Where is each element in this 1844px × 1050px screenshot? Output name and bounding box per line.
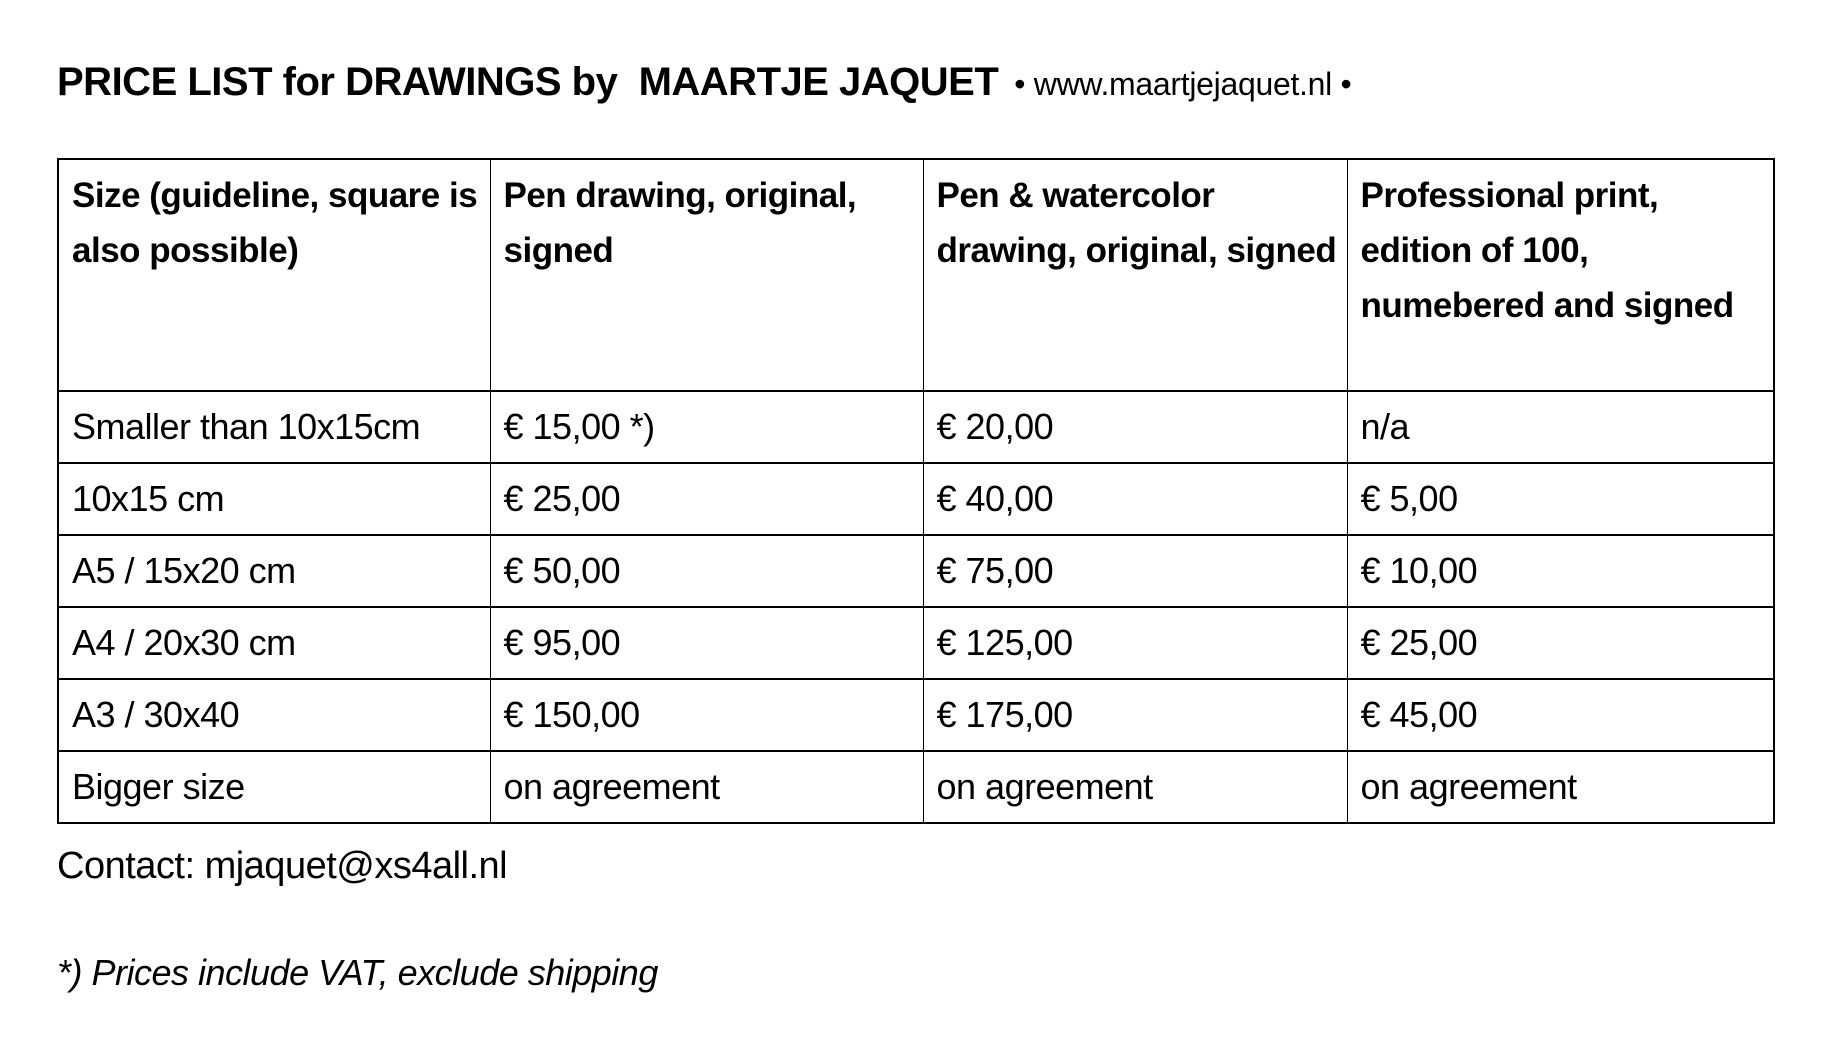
cell-print-price: € 10,00: [1347, 535, 1774, 607]
cell-print-price: € 5,00: [1347, 463, 1774, 535]
cell-pen-price: € 15,00 *): [490, 391, 923, 463]
cell-watercolor-price: € 125,00: [923, 607, 1347, 679]
table-row-10x15: [58, 463, 1774, 535]
cell-watercolor-price: € 20,00: [923, 391, 1347, 463]
cell-print-price: n/a: [1347, 391, 1774, 463]
cell-pen-price: € 25,00: [490, 463, 923, 535]
col-header-size: Size (guideline, square is also possible): [58, 159, 490, 391]
cell-size: 10x15 cm: [58, 463, 490, 535]
cell-print-price: on agreement: [1347, 751, 1774, 823]
cell-size: A4 / 20x30 cm: [58, 607, 490, 679]
cell-pen-price: € 150,00: [490, 679, 923, 751]
table-row-a5: [58, 535, 1774, 607]
cell-pen-price: on agreement: [490, 751, 923, 823]
table-header-row: [58, 159, 1774, 391]
cell-pen-price: € 95,00: [490, 607, 923, 679]
table-row-bigger-size: [58, 751, 1774, 823]
table-row-a4: [58, 607, 1774, 679]
cell-watercolor-price: on agreement: [923, 751, 1347, 823]
cell-size: A3 / 30x40: [58, 679, 490, 751]
cell-watercolor-price: € 40,00: [923, 463, 1347, 535]
cell-pen-price: € 50,00: [490, 535, 923, 607]
cell-print-price: € 45,00: [1347, 679, 1774, 751]
cell-watercolor-price: € 175,00: [923, 679, 1347, 751]
cell-size: Smaller than 10x15cm: [58, 391, 490, 463]
col-header-professional-print: Professional print, edition of 100, numebered and signed: [1347, 159, 1774, 391]
table-row-a3: [58, 679, 1774, 751]
contact-line: Contact: mjaquet@xs4all.nl: [57, 845, 508, 887]
page-title: [57, 60, 1351, 105]
cell-size: Bigger size: [58, 751, 490, 823]
title-text: PRICE LIST for DRAWINGS by MAARTJE JAQUET: [57, 60, 999, 104]
price-table: [57, 158, 1775, 824]
cell-size: A5 / 15x20 cm: [58, 535, 490, 607]
cell-print-price: € 25,00: [1347, 607, 1774, 679]
table-row-smaller-than-10x15: [58, 391, 1774, 463]
col-header-pen-watercolor: Pen & watercolor drawing, original, signed: [923, 159, 1347, 391]
vat-footnote: *) Prices include VAT, exclude shipping: [57, 952, 658, 993]
cell-watercolor-price: € 75,00: [923, 535, 1347, 607]
website-url: • www.maartjejaquet.nl •: [1014, 66, 1352, 102]
col-header-pen-drawing: Pen drawing, original, signed: [490, 159, 923, 391]
